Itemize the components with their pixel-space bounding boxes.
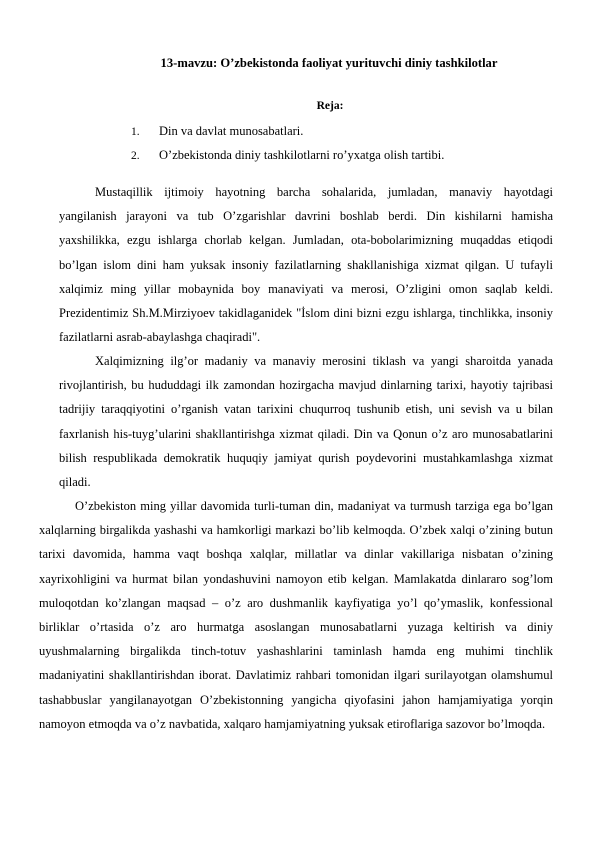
body-paragraph: Mustaqillik ijtimoiy hayotning barcha sohalarida, jumladan, manaviy hayotdagi yangilanish jarayoni va tub O’zgarishlar davrini boshlab berdi. Din kishilarni hamisha yaxshilikka, ezgu ishlarga chorlab kelgan. Jumladan, ota-bobolarimizning muqaddas etiqodi bo’lgan islom dini ham yuksak insoniy fazilatlarning shakllanishiga xizmat qilgan. U tufayli xalqimiz ming yillar mobaynida boy manaviyati va merosi, O’zligini omon saqlab keldi. Prezidentimiz Sh.M.Mirziyoev takidlaganidek "İslom dini bizni ezgu ishlarga, tinchlikka, insoniy fazilatlarni asrab-abaylashga chaqiradi". — [59, 185, 553, 345]
plan-item — [131, 143, 444, 167]
body-paragraph: Xalqimizning ilg’or madaniy va manaviy merosini tiklash va yangi sharoitda yanada rivojlantirish, bu hududdagi ilk zamondan hozirgacha mavjud dinlarning tarixi, hayotiy tajribasi tadrijiy taraqqiyotini o’rganish vatan tarixini chuqurroq tushunib etish, uni sevish va u bilan faxrlanish his-tuyg’ularini shakllantirishga xizmat qiladi. Din va Qonun o’z aro munosabatlarini bilish respublikada demokratik huquqiy jamiyat qurish poydevorini mustahkamlashga xizmat qiladi. — [59, 354, 553, 490]
plan-item — [131, 119, 444, 143]
plan-item-text: O’zbekistonda diniy tashkilotlarni ro’yxatga olish tartibi. — [159, 148, 445, 162]
plan-heading: Reja: — [316, 100, 344, 112]
plan-list — [131, 119, 444, 167]
plan-item-number: 2. — [131, 150, 140, 162]
body-paragraph: O’zbekiston ming yillar davomida turli-tuman din, madaniyat va turmush tarziga ega bo’lgan xalqlarning birgalikda yashashi va hamkorligi markazi bo’lib kelmoqda. O’zbek xalqi o’zining butun tarixi davomida, hamma vaqt boshqa xalqlar, millatlar va dinlar vakillariga nisbatan o’zining xayrixohligini va hurmat bilan yondashuvini namoyon etib kelgan. Mamlakatda dinlararo sog’lom muloqotdan ko’zlangan maqsad – o’z aro dushmanlik kayfiyatiga yo’l qo’ymaslik, konfessional birliklar o’rtasida o’z aro hurmatga asoslangan munosabatlarni yuzaga keltirish va diniy uyushmalarning birgalikda tinch-totuv yashashlarini taminlash hamda eng muhimi tinchlik madaniyatini shakllantirishdan iborat. Davlatimiz rahbari tomonidan ilgari surilayotgan olamshumul tashabbuslar yangilanayotgan O’zbekistonning yangicha qiyofasini jahon hamjamiyatiga yorqin namoyon etmoqda va o’z navbatida, xalqaro hamjamiyatning yuksak etiroflariga sazovor bo’lmoqda. — [39, 499, 553, 731]
plan-item-text: Din va davlat munosabatlari. — [159, 124, 304, 138]
plan-item-number: 1. — [131, 126, 140, 138]
document-title: 13-mavzu: O’zbekistonda faoliyat yurituvchi diniy tashkilotlar — [160, 56, 498, 70]
